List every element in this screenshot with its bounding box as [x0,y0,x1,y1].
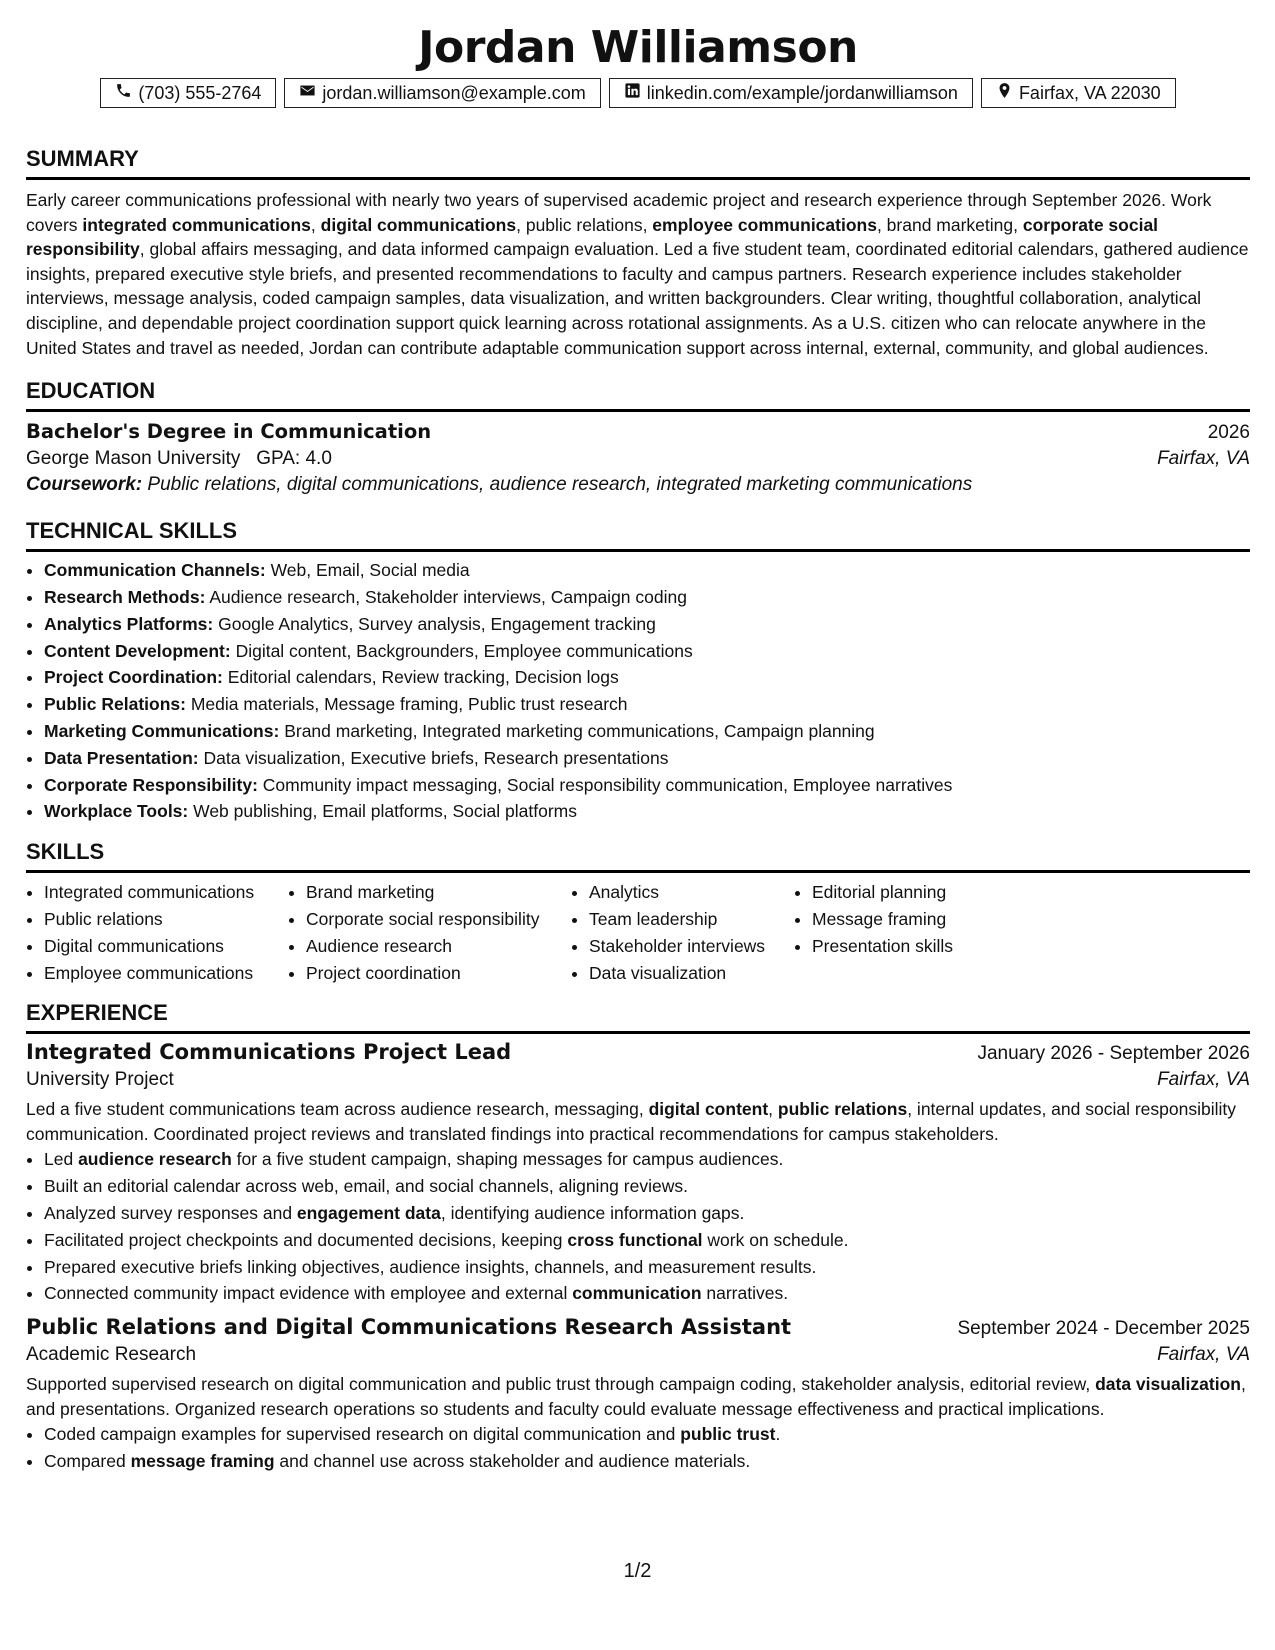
job-bullets [26,1146,1250,1307]
skills-column [794,879,1032,986]
education-heading: EDUCATION [26,378,1250,412]
list-item: • Project Coordination: Editorial calendars, Review tracking, Decision logs [44,664,1250,691]
experience-entry [26,1040,1250,1307]
school-row [26,448,1250,470]
list-item: • Workplace Tools: Web publishing, Email platforms, Social platforms [44,798,1250,825]
experience-entry [26,1315,1250,1475]
list-item: • Stakeholder interviews [589,933,794,960]
job-description: Supported supervised research on digital communication and public trust through campaign coding, stakeholder analysis, editorial review, data visualization, and presentations. Organized research operations so students and faculty could evaluate message effectiveness and practical implications. [26,1374,1246,1419]
email-text: jordan.williamson@example.com [322,83,586,103]
list-item: • Research Methods: Audience research, Stakeholder interviews, Campaign coding [44,584,1250,611]
technical-skills-heading: TECHNICAL SKILLS [26,518,1250,552]
list-item: • Facilitated project checkpoints and documented decisions, keeping cross functional work on schedule. [44,1227,1250,1254]
education-row [26,420,1250,444]
skills-heading: SKILLS [26,839,1250,873]
list-item: • Project coordination [306,960,571,987]
job-org: Academic Research [26,1344,197,1366]
job-bullets [26,1421,1250,1475]
degree-name: Bachelor's Degree in Communication [26,420,432,444]
contact-bar [26,78,1250,108]
linkedin-icon [624,81,641,105]
envelope-icon [299,81,316,105]
job-description: Led a five student communications team across audience research, messaging, digital content, public relations, internal updates, and social responsibility communication. Coordinated project reviews and translated findings into practical recommendations for campus stakeholders. [26,1099,1237,1144]
skills-grid [26,879,1250,986]
contact-location[interactable] [981,78,1176,108]
school-location: Fairfax, VA [1157,448,1250,470]
list-item: • Compared message framing and channel use across stakeholder and audience materials. [44,1448,1250,1475]
job-location: Fairfax, VA [1157,1344,1250,1366]
list-item: • Digital communications [44,933,288,960]
school-line [26,448,332,470]
coursework-label: Coursework: [26,474,143,496]
list-item: • Integrated communications [44,879,288,906]
list-item: • Data Presentation: Data visualization, Executive briefs, Research presentations [44,745,1250,772]
job-org-row [26,1344,1250,1366]
phone-text: (703) 555-2764 [138,83,262,103]
list-item: • Brand marketing [306,879,571,906]
list-item: • Data visualization [589,960,794,987]
coursework-list: Public relations, digital communications, audience research, integrated marketing communications [147,474,973,496]
list-item: • Led audience research for a five student campaign, shaping messages for campus audiences. [44,1146,1250,1173]
list-item: • Prepared executive briefs linking objectives, audience insights, channels, and measurement results. [44,1254,1250,1281]
skills-column [288,879,571,986]
list-item: • Public Relations: Media materials, Message framing, Public trust research [44,691,1250,718]
job-org-row [26,1069,1250,1091]
job-title: Public Relations and Digital Communications Research Assistant [26,1315,792,1340]
job-dates: September 2024 - December 2025 [957,1318,1250,1340]
list-item: • Analytics [589,879,794,906]
summary-heading: SUMMARY [26,146,1250,180]
list-item: • Connected community impact evidence with employee and external communication narratives. [44,1280,1250,1307]
page-number: 1/2 [623,1560,652,1582]
list-item: • Employee communications [44,960,288,987]
contact-linkedin[interactable] [609,78,973,108]
experience-heading: EXPERIENCE [26,1000,1250,1034]
skills-column [571,879,794,986]
list-item: • Analyzed survey responses and engagement data, identifying audience information gaps. [44,1200,1250,1227]
map-pin-icon [996,81,1013,105]
contact-phone[interactable] [100,78,276,108]
skills-column [26,879,288,986]
list-item: • Corporate Responsibility: Community impact messaging, Social responsibility communication, Employee narratives [44,772,1250,799]
contact-email[interactable] [284,78,600,108]
list-item: • Message framing [812,906,1032,933]
technical-skills-list [26,557,1250,825]
job-header [26,1040,1250,1065]
list-item: • Marketing Communications: Brand marketing, Integrated marketing communications, Campaign planning [44,718,1250,745]
linkedin-text: linkedin.com/example/jordanwilliamson [646,83,958,103]
job-dates: January 2026 - September 2026 [977,1043,1250,1065]
school-name: George Mason University [26,448,241,470]
gpa: GPA: 4.0 [256,448,332,470]
list-item: • Content Development: Digital content, Backgrounders, Employee communications [44,638,1250,665]
list-item: • Public relations [44,906,288,933]
candidate-name: Jordan Williamson [418,22,858,73]
job-org: University Project [26,1069,174,1091]
list-item: • Editorial planning [812,879,1032,906]
coursework [26,474,1250,496]
graduation-year: 2026 [1207,422,1250,444]
phone-icon [115,81,132,105]
list-item: • Analytics Platforms: Google Analytics, Survey analysis, Engagement tracking [44,611,1250,638]
job-title: Integrated Communications Project Lead [26,1040,512,1065]
list-item: • Built an editorial calendar across web, email, and social channels, aligning reviews. [44,1173,1250,1200]
job-location: Fairfax, VA [1157,1069,1250,1091]
list-item: • Team leadership [589,906,794,933]
location-text: Fairfax, VA 22030 [1018,83,1161,103]
resume-page [26,0,1250,1475]
list-item: • Presentation skills [812,933,1032,960]
summary-text: Early career communications professional with nearly two years of supervised academic project and research experience through September 2026. Work covers integrated communications, digital communications, public relations, employee communications, brand marketing, corporate social responsibility, global affairs messaging, and data informed campaign evaluation. Led a five student team, coordinated editorial calendars, gathered audience insights, prepared executive style briefs, and presented recommendations to faculty and campus partners. Research experience includes stakeholder interviews, message analysis, coded campaign samples, data visualization, and written backgrounders. Clear writing, thoughtful collaboration, analytical discipline, and dependable project coordination support quick learning across rotational assignments. As a U.S. citizen who can relocate anywhere in the United States and travel as needed, Jordan can contribute adaptable communication support across internal, external, community, and global audiences. [26,190,1249,358]
list-item: • Coded campaign examples for supervised research on digital communication and public trust. [44,1421,1250,1448]
list-item: • Audience research [306,933,571,960]
list-item: • Communication Channels: Web, Email, Social media [44,557,1250,584]
list-item: • Corporate social responsibility [306,906,571,933]
job-header [26,1315,1250,1340]
